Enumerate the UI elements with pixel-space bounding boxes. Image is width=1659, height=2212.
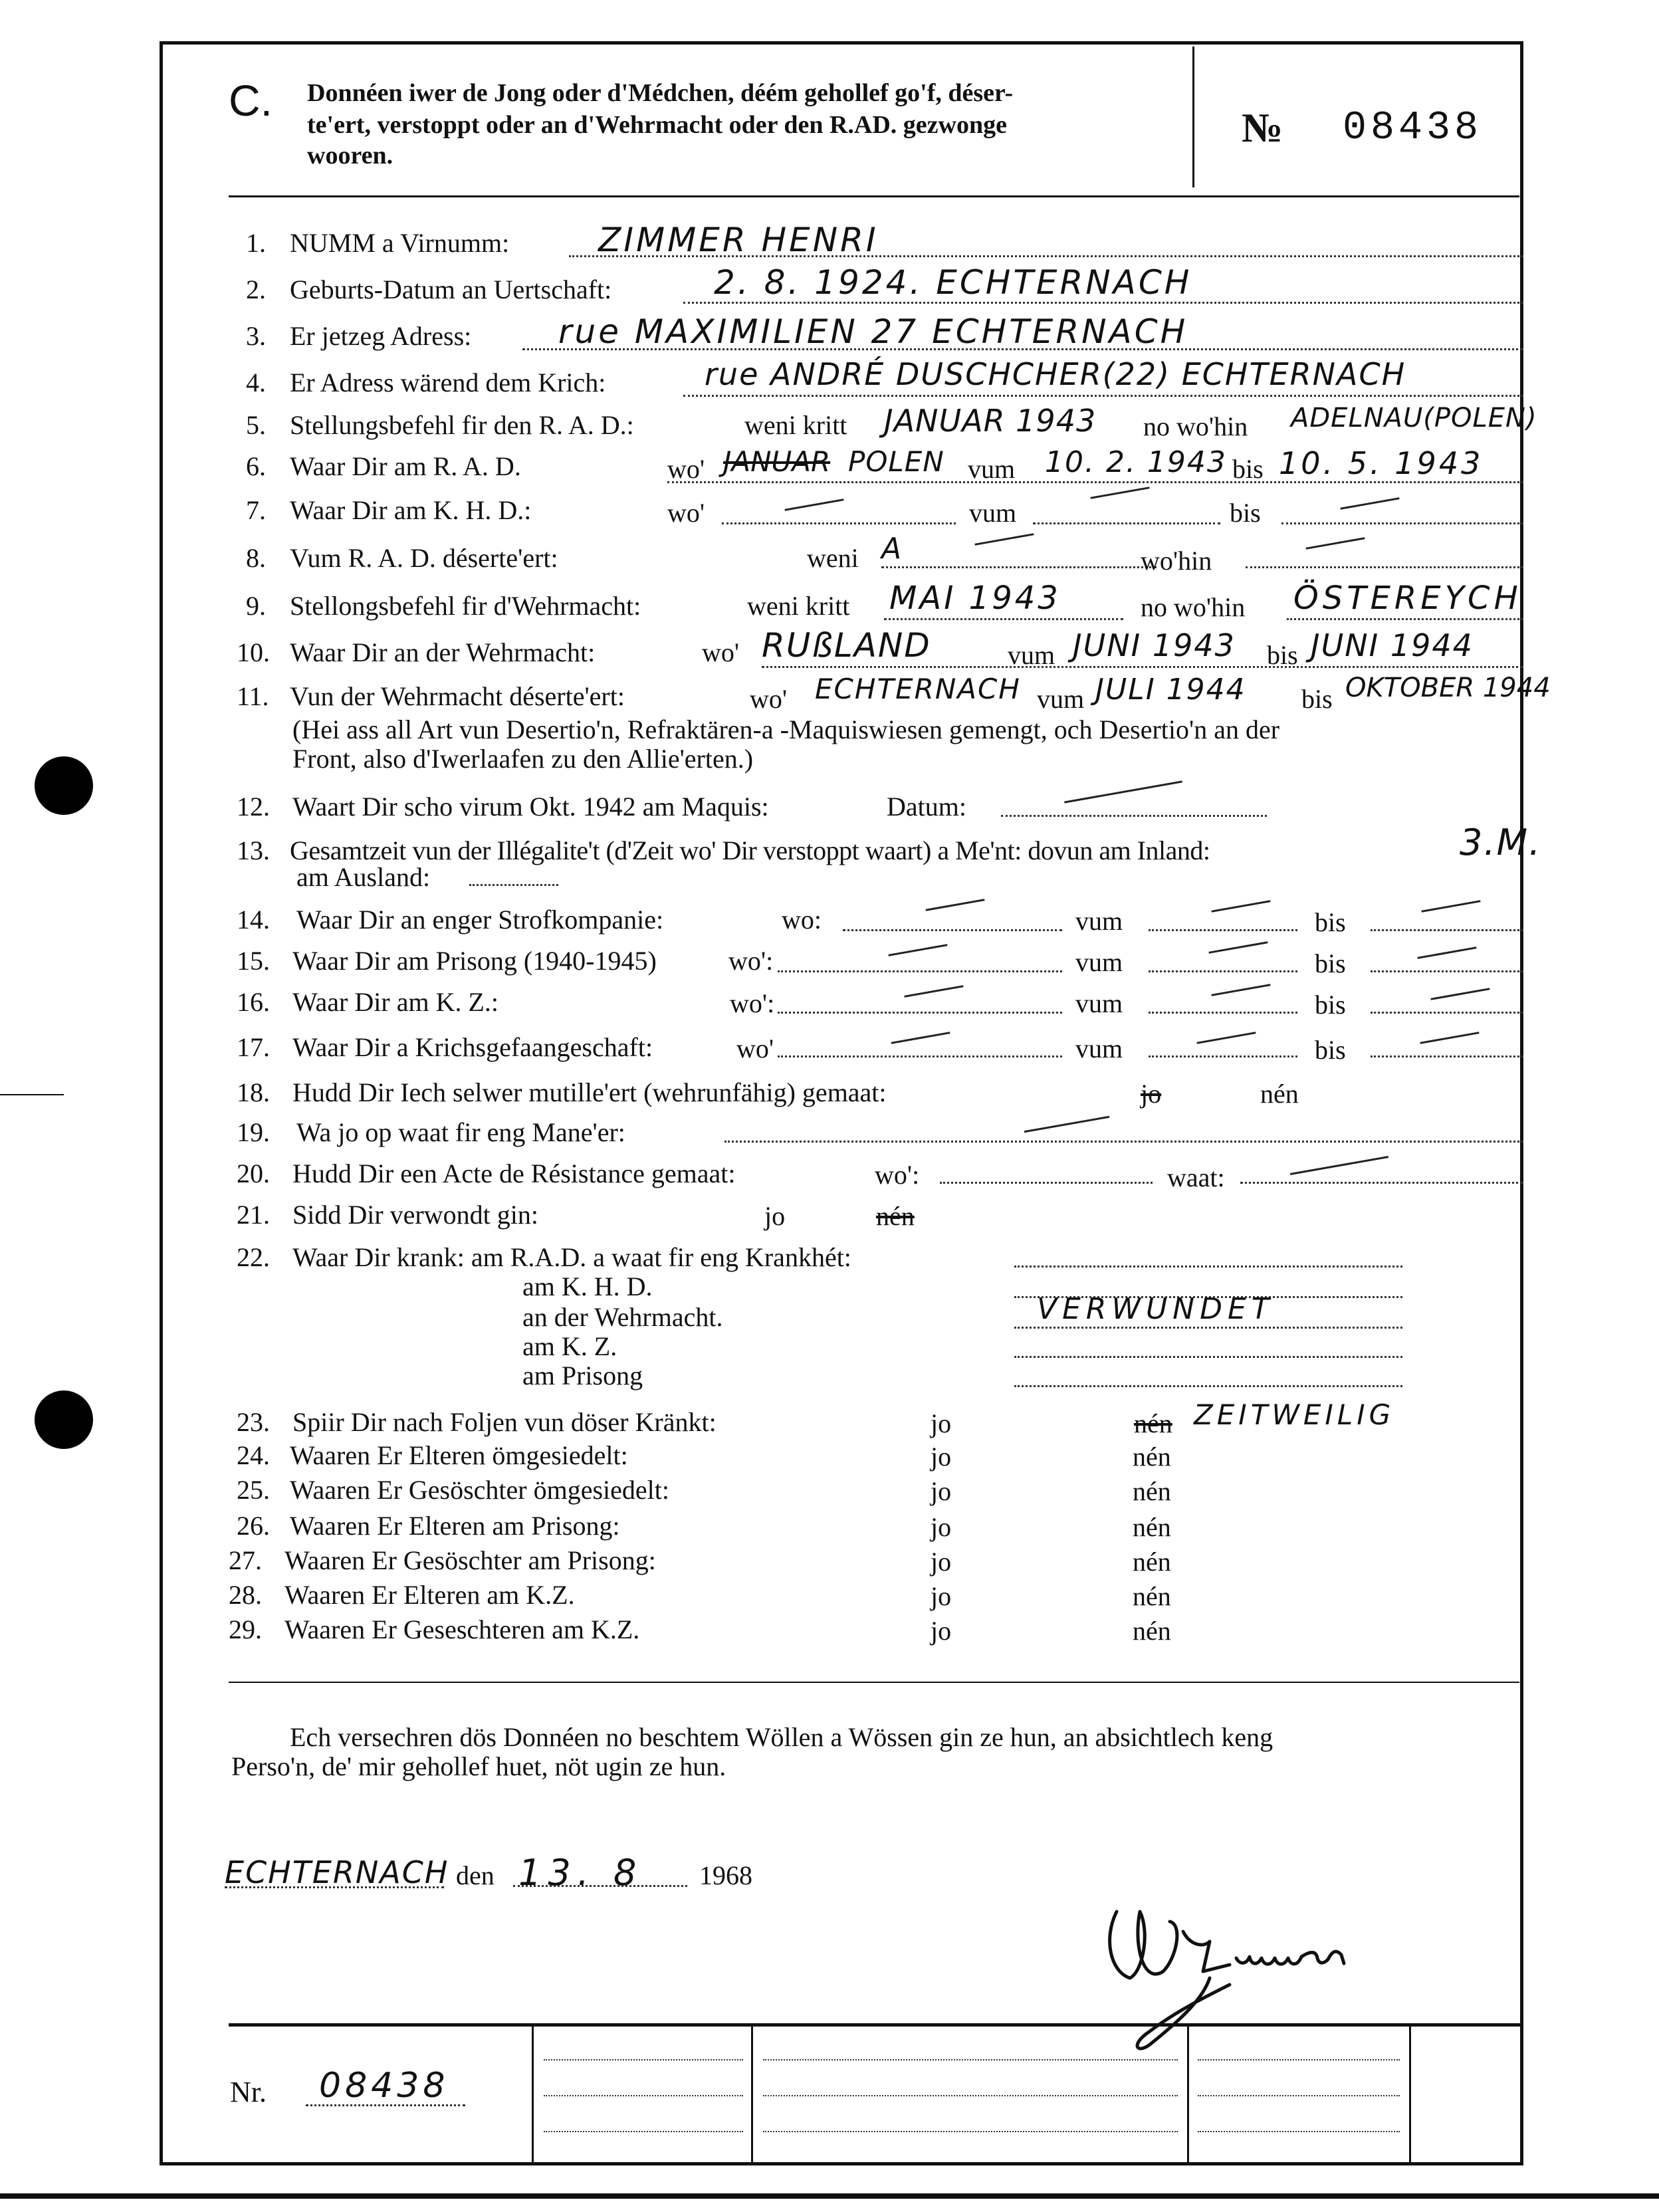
q14-bis-label: bis: [1315, 907, 1346, 937]
q18-label: Hudd Dir Iech selwer mutille'ert (wehrunfähig) gemaat:: [292, 1077, 887, 1107]
q9-weni-label: weni kritt: [747, 591, 850, 621]
q7-bis-label: bis: [1230, 498, 1261, 528]
q14-vum-label: vum: [1075, 906, 1123, 936]
q3-num: 3.: [246, 321, 266, 351]
footer-col-4: [1409, 2025, 1411, 2164]
footer-cell-line-1b: [544, 2095, 743, 2096]
q5-weni: JANUAR 1943: [884, 403, 1097, 439]
q3-label: Er jetzeg Adress:: [290, 321, 472, 351]
signature-place: ECHTERNACH: [225, 1854, 449, 1890]
q11-bis-label: bis: [1301, 684, 1333, 714]
q15-num: 15.: [237, 946, 270, 976]
q11-note2: Front, also d'Iwerlaafen zu den Allie'erten.): [292, 744, 754, 774]
q28-jo: jo: [931, 1581, 952, 1611]
q16-wo-label: wo':: [730, 988, 775, 1018]
q12-label: Waart Dir scho virum Okt. 1942 am Maquis:: [292, 792, 769, 822]
q29-jo: jo: [931, 1616, 952, 1646]
footer-cell-line-1c: [544, 2131, 743, 2132]
q27-label: Waaren Er Gesöschter am Prisong:: [284, 1545, 656, 1575]
questions-end-rule: [229, 1682, 1519, 1683]
q14-vum-line: [1149, 929, 1297, 931]
q11-num: 11.: [237, 681, 269, 711]
q18-num: 18.: [237, 1077, 270, 1107]
q5-num: 5.: [246, 410, 266, 440]
footer-top-rule: [229, 2023, 1523, 2027]
q26-num: 26.: [237, 1511, 270, 1541]
q22-sub-4: am Prisong: [522, 1361, 643, 1390]
q17-label: Waar Dir a Krichsgefaangeschaft:: [292, 1032, 653, 1062]
q7-wo-line: [722, 522, 956, 524]
q21-jo: jo: [764, 1201, 786, 1231]
q6-wo-label: wo': [667, 454, 705, 484]
footer-col-3: [1187, 2025, 1189, 2164]
q13-ausland-line: [469, 884, 558, 886]
q25-label: Waaren Er Gesöschter ömgesiedelt:: [290, 1475, 669, 1505]
q10-wo: RUßLAND: [762, 626, 931, 665]
q20-num: 20.: [237, 1159, 270, 1188]
q9-label: Stellongsbefehl fir d'Wehrmacht:: [290, 591, 641, 621]
q2-num: 2.: [246, 275, 266, 304]
q13-ausland-label: am Ausland:: [296, 862, 431, 892]
q1-answer: ZIMMER HENRI: [598, 221, 879, 259]
q28-num: 28.: [229, 1580, 262, 1610]
header-title-line1: Donnéen iwer de Jong oder d'Médchen, déém gehollef go'f, déser-: [307, 79, 1014, 107]
declaration-line1: Ech versechren dös Donnéen no beschtem Wöllen a Wössen gin ze hun, an absichtlech keng: [290, 1722, 1273, 1752]
q14-label: Waar Dir an enger Strofkompanie:: [296, 905, 664, 935]
q27-jo: jo: [931, 1547, 952, 1577]
q15-label: Waar Dir am Prisong (1940-1945): [292, 946, 657, 976]
q7-label: Waar Dir am K. H. D.:: [290, 495, 532, 525]
q18-nen: nén: [1260, 1079, 1299, 1109]
footer-cell-line-3b: [1198, 2095, 1400, 2096]
q16-bis-label: bis: [1315, 990, 1346, 1020]
q6-label: Waar Dir am R. A. D.: [290, 451, 521, 481]
footer-cell-line-3a: [1198, 2059, 1400, 2060]
q22-line-0: [1014, 1266, 1402, 1268]
signature-place-line: [225, 1886, 444, 1888]
q6-vum-label: vum: [968, 454, 1016, 484]
q5-wohin-label: no wo'hin: [1143, 411, 1248, 441]
q6-wo: POLEN: [848, 445, 944, 478]
q28-label: Waaren Er Elteren am K.Z.: [284, 1580, 575, 1610]
q8-num: 8.: [246, 543, 266, 573]
q11-label: Vun der Wehrmacht déserte'ert:: [290, 681, 625, 711]
q17-wo-line: [778, 1055, 1062, 1057]
q6-line: [667, 481, 1523, 483]
q10-wo-label: wo': [702, 637, 740, 667]
footer-cell-line-2b: [763, 2095, 1178, 2096]
q24-nen: nén: [1133, 1442, 1171, 1472]
header-title-line2: te'ert, verstoppt oder an d'Wehrmacht oder den R.AD. gezwonge: [307, 111, 1007, 139]
q14-bis-line: [1371, 929, 1523, 931]
q26-label: Waaren Er Elteren am Prisong:: [290, 1511, 620, 1541]
q19-num: 19.: [237, 1117, 270, 1147]
q6-wo-struck: JANUAR: [723, 445, 831, 478]
q15-wo-label: wo':: [728, 946, 774, 976]
q12-num: 12.: [237, 792, 270, 822]
header-rule: [229, 195, 1519, 197]
q22-num: 22.: [237, 1242, 270, 1272]
q16-vum-label: vum: [1075, 988, 1123, 1018]
q26-nen: nén: [1133, 1512, 1171, 1542]
q13-label: Gesamtzeit vun der Illégalite't (d'Zeit wo' Dir verstoppt waart) a Me'nt: dovun am Inland:: [290, 835, 1210, 865]
q22-answer: VERWUNDET: [1037, 1292, 1275, 1326]
signature-date: 13. 8: [518, 1852, 643, 1894]
footer-col-2: [751, 2025, 753, 2164]
q11-vum-label: vum: [1037, 684, 1085, 714]
q10-vum-label: vum: [1008, 640, 1055, 670]
q11-wo: ECHTERNACH: [815, 673, 1021, 705]
q20-waat-label: waat:: [1167, 1162, 1225, 1192]
punch-hole-bottom: [35, 1390, 93, 1449]
q22-line-2: [1014, 1327, 1402, 1329]
q22-label: Waar Dir krank: am R.A.D. a waat fir eng Krankhét:: [292, 1242, 851, 1272]
q23-nen: nén: [1134, 1408, 1172, 1438]
q16-wo-line: [778, 1012, 1062, 1014]
q6-num: 6.: [246, 451, 266, 481]
header-number: 08438: [1343, 106, 1483, 151]
q2-line: [683, 302, 1523, 304]
q8-weni-label: weni: [807, 543, 859, 573]
q27-nen: nén: [1133, 1547, 1171, 1577]
footer-nr-value: 08438: [319, 2066, 449, 2106]
q11-bis: OKTOBER 1944: [1345, 673, 1551, 703]
q15-wo-line: [778, 970, 1062, 972]
q15-bis-line: [1371, 970, 1523, 972]
q23-answer: ZEITWEILIG: [1194, 1398, 1395, 1431]
q16-vum-line: [1149, 1012, 1297, 1014]
q2-label: Geburts-Datum an Uertschaft:: [290, 275, 612, 304]
footer-cell-line-1a: [544, 2059, 743, 2060]
q10-bis-label: bis: [1267, 640, 1298, 670]
q8-wohin-line: [1246, 566, 1523, 568]
q21-nen: nén: [876, 1201, 915, 1231]
q17-num: 17.: [237, 1032, 270, 1062]
q22-sub-2: an der Wehrmacht.: [522, 1302, 723, 1332]
q12-datum-label: Datum:: [887, 792, 966, 822]
q2-answer: 2. 8. 1924. ECHTERNACH: [714, 263, 1192, 302]
q22-line-3: [1014, 1356, 1402, 1358]
q9-num: 9.: [246, 591, 266, 621]
q26-jo: jo: [931, 1512, 952, 1542]
q17-bis-label: bis: [1315, 1035, 1346, 1065]
q25-nen: nén: [1133, 1476, 1171, 1506]
footer-cell-line-2c: [763, 2131, 1178, 2132]
footer-cell-line-3c: [1198, 2131, 1400, 2132]
q17-vum-line: [1149, 1055, 1297, 1057]
q9-wohin: ÖSTEREYCH: [1293, 580, 1522, 617]
q14-wo-line: [843, 929, 1062, 931]
q5-label: Stellungsbefehl fir den R. A. D.:: [290, 410, 634, 440]
q4-num: 4.: [246, 368, 266, 397]
q9-weni: MAI 1943: [889, 580, 1061, 617]
q8-weni: A: [881, 532, 905, 566]
scan-bottom-edge: [0, 2193, 1659, 2199]
q4-line: [683, 395, 1523, 397]
scan-mark: [0, 1094, 64, 1095]
header-title-line3: wooren.: [307, 142, 393, 169]
q20-wo-label: wo':: [875, 1160, 920, 1190]
q15-bis-label: bis: [1315, 948, 1346, 978]
q20-wo-line: [940, 1182, 1153, 1184]
q22-line-4: [1014, 1385, 1402, 1387]
q21-num: 21.: [237, 1200, 270, 1230]
q7-bis-line: [1281, 522, 1523, 524]
q5-weni-label: weni kritt: [744, 410, 847, 440]
q5-wohin: ADELNAU(POLEN): [1291, 403, 1537, 433]
q29-label: Waaren Er Geseschteren am K.Z.: [284, 1614, 640, 1644]
q19-label: Wa jo op waat fir eng Mane'er:: [296, 1117, 625, 1147]
q18-jo: jo: [1141, 1079, 1162, 1109]
footer-cell-line-2a: [763, 2059, 1178, 2060]
q11-vum: JULI 1944: [1095, 673, 1246, 707]
q21-label: Sidd Dir verwondt gin:: [292, 1200, 538, 1230]
q16-num: 16.: [237, 987, 270, 1017]
q10-label: Waar Dir an der Wehrmacht:: [290, 637, 596, 667]
footer-nr-label: Nr.: [230, 2076, 267, 2108]
q8-wohin-label: wo'hin: [1141, 546, 1212, 576]
q14-num: 14.: [237, 905, 270, 935]
q27-num: 27.: [229, 1545, 262, 1575]
q17-wo-label: wo': [736, 1034, 774, 1063]
header-divider: [1192, 47, 1194, 187]
signature-den-label: den: [456, 1860, 495, 1890]
q7-num: 7.: [246, 495, 266, 525]
q25-num: 25.: [237, 1475, 270, 1505]
q13-answer: 3.M.: [1460, 822, 1542, 863]
q20-label: Hudd Dir een Acte de Résistance gemaat:: [292, 1159, 736, 1188]
signature-date-line: [513, 1885, 687, 1887]
q15-vum-line: [1149, 970, 1297, 972]
q10-vum: JUNI 1943: [1073, 627, 1236, 663]
q11-wo-label: wo': [750, 684, 788, 714]
q12-line: [1001, 815, 1267, 817]
punch-hole-top: [35, 756, 93, 815]
q9-weni-line: [884, 618, 1123, 620]
q7-vum-line: [1033, 522, 1220, 524]
q25-jo: jo: [931, 1476, 952, 1506]
q24-num: 24.: [237, 1440, 270, 1470]
q9-wohin-label: no wo'hin: [1141, 592, 1246, 622]
q10-line: [762, 666, 1523, 668]
q7-wo-label: wo': [667, 498, 705, 528]
q4-label: Er Adress wärend dem Krich:: [290, 368, 606, 397]
q23-jo: jo: [931, 1408, 952, 1438]
q19-line: [724, 1141, 1523, 1143]
footer-nr-line: [306, 2104, 465, 2106]
handwritten-signature: [1077, 1885, 1396, 2058]
q13-num: 13.: [237, 835, 270, 865]
q23-label: Spiir Dir nach Foljen vun döser Kränkt:: [292, 1407, 717, 1437]
q16-label: Waar Dir am K. Z.:: [292, 987, 498, 1017]
q6-vum: 10. 2. 1943: [1045, 445, 1227, 479]
number-symbol: №: [1242, 106, 1283, 151]
q24-label: Waaren Er Elteren ömgesiedelt:: [290, 1440, 628, 1470]
q23-num: 23.: [237, 1407, 270, 1437]
q15-vum-label: vum: [1075, 947, 1123, 977]
signature-year: 1968: [699, 1860, 752, 1890]
q11-note1: (Hei ass all Art vun Desertio'n, Refraktären-a -Maquiswiesen gemengt, och Desertio'n an der: [292, 715, 1280, 744]
q17-bis-line: [1371, 1055, 1523, 1057]
q1-num: 1.: [246, 228, 266, 258]
q17-vum-label: vum: [1075, 1034, 1123, 1063]
section-letter: C.: [229, 76, 273, 125]
q20-waat-line: [1240, 1182, 1523, 1184]
q16-bis-line: [1371, 1012, 1523, 1014]
q7-vum-label: vum: [969, 498, 1017, 528]
q8-weni-line: [881, 566, 1157, 568]
q10-num: 10.: [237, 637, 270, 667]
q8-label: Vum R. A. D. déserte'ert:: [290, 543, 558, 573]
declaration-line2: Perso'n, de' mir gehollef huet, nöt ugin ze hun.: [231, 1751, 726, 1781]
q6-bis-label: bis: [1232, 454, 1264, 484]
q3-answer: rue MAXIMILIEN 27 ECHTERNACH: [558, 312, 1188, 351]
q29-num: 29.: [229, 1614, 262, 1644]
q24-jo: jo: [931, 1442, 952, 1472]
q10-bis: JUNI 1944: [1311, 627, 1474, 663]
q9-wohin-line: [1287, 618, 1523, 620]
q6-bis: 10. 5. 1943: [1279, 445, 1484, 481]
q1-label: NUMM a Virnumm:: [290, 228, 510, 258]
q4-answer: rue ANDRÉ DUSCHCHER(22) ECHTERNACH: [705, 356, 1406, 392]
q22-sub-1: am K. H. D.: [522, 1272, 653, 1301]
q22-sub-3: am K. Z.: [522, 1331, 617, 1361]
q14-wo-label: wo:: [782, 905, 822, 935]
footer-col-1: [532, 2025, 534, 2164]
q28-nen: nén: [1133, 1581, 1171, 1611]
q29-nen: nén: [1133, 1616, 1171, 1646]
